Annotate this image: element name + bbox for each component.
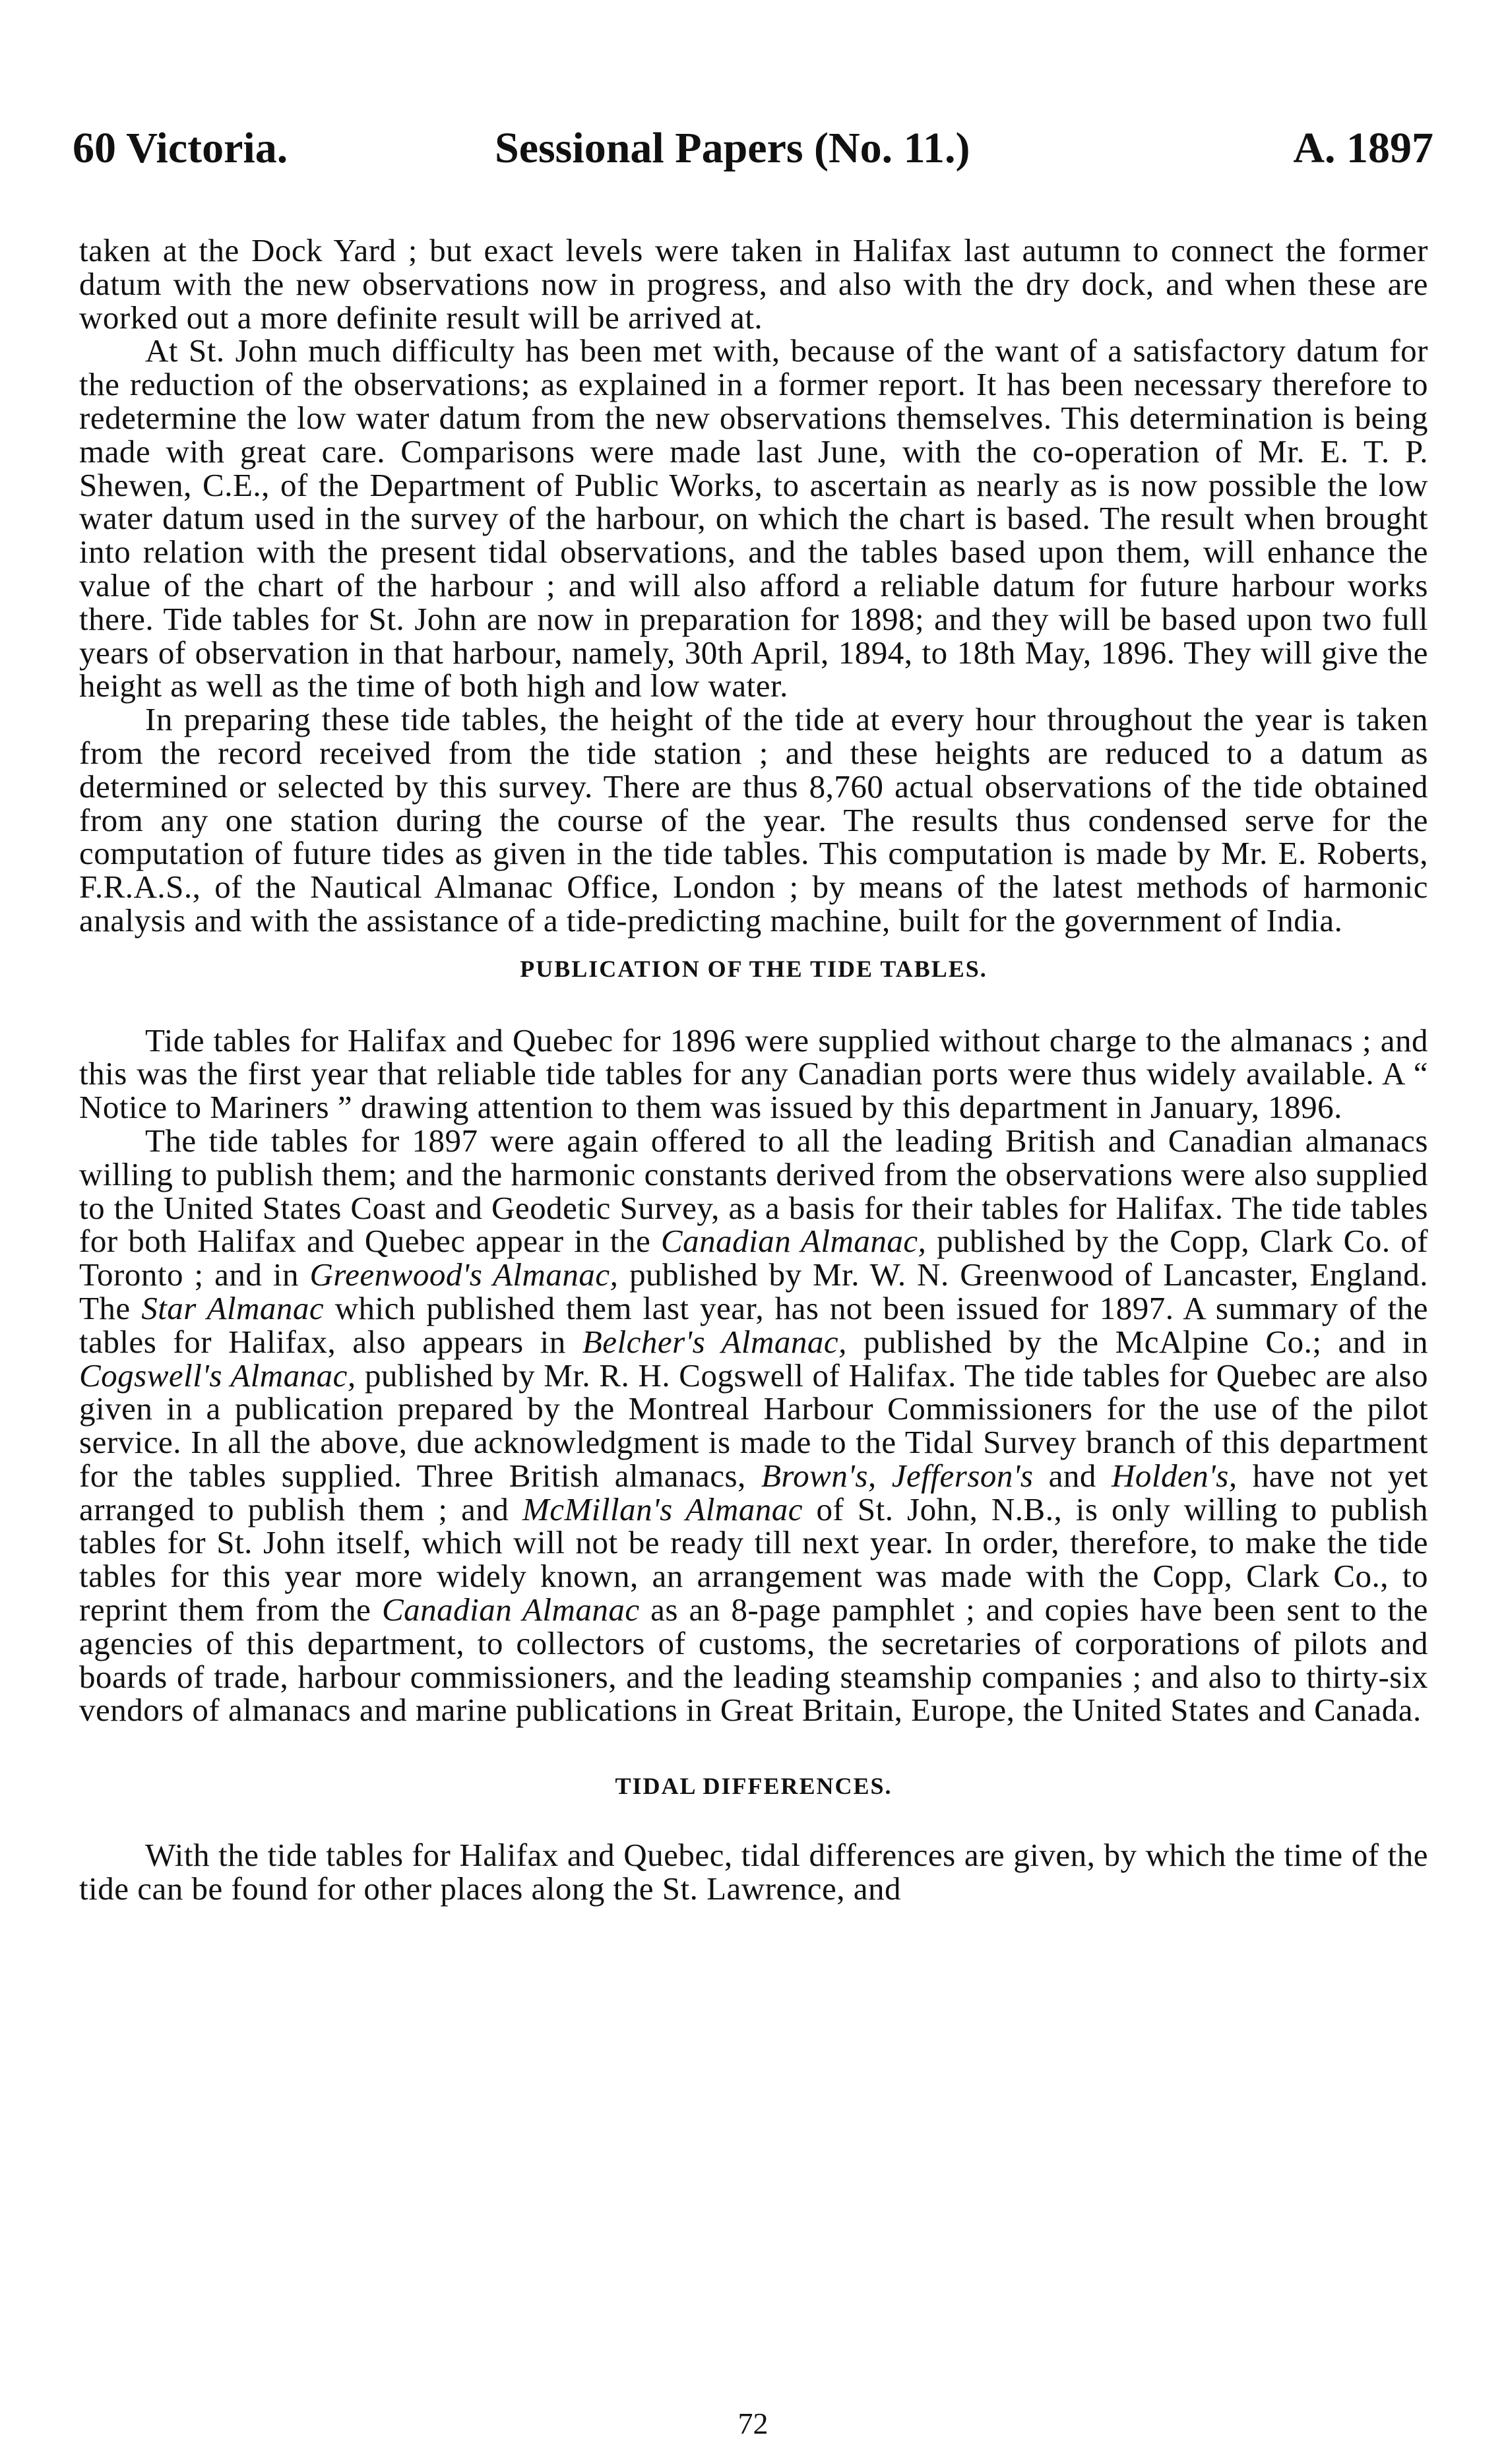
section-heading-tidal-differences: TIDAL DIFFERENCES.	[615, 1773, 893, 1800]
section-heading-publication: PUBLICATION OF THE TIDE TABLES.	[520, 955, 988, 982]
almanac-title: Star Almanac	[141, 1289, 325, 1326]
header-sessional-papers: Sessional Papers (No. 11.)	[495, 124, 970, 172]
paragraph-tidal-differences: With the tide tables for Halifax and Quebec, tidal differences are given, by which the time of the tide can be found for other places along the St. Lawrence, and	[79, 1837, 1428, 1907]
paragraph-dock-yard: taken at the Dock Yard ; but exact levels were taken in Halifax last autumn to connect the former datum with the new observations now in progress, and also with the dry dock, and when these are worked out a more definite result will be arrived at.	[79, 232, 1428, 336]
header-session: 60 Victoria.	[73, 124, 288, 172]
almanac-title: Holden's,	[1112, 1457, 1238, 1494]
almanac-title: Greenwood's Almanac,	[309, 1256, 619, 1293]
paragraph-st-john: At St. John much difficulty has been met with, because of the want of a satisfactory datum for the reduction of the observations; as explained in a former report. It has been necessary therefore to redetermine the low water datum from the new observations themselves. This determination is being made with great care. Comparisons were made last June, with the co-operation of Mr. E. T. P. Shewen, C.E., of the Department of Public Works, to ascertain as nearly as is now possible the low water datum used in the survey of the harbour, on which the chart is based. The result when brought into relation with the present tidal observations, and the tables based upon them, will enhance the value of the chart of the harbour ; and will also afford a reliable datum for future harbour works there. Tide tables for St. John are now in preparation for 1898; and they will be based upon two full years of observation in that harbour, namely, 30th April, 1894, to 18th May, 1896. They will give the height as well as the time of both high and low water.	[79, 332, 1428, 704]
almanac-title: Cogswell's Almanac,	[79, 1357, 356, 1394]
header-year: A. 1897	[1293, 124, 1433, 172]
almanac-title: Belcher's Almanac,	[582, 1323, 847, 1360]
page-number: 72	[737, 2407, 769, 2440]
almanac-title: Brown's, Jefferson's	[761, 1457, 1034, 1494]
paragraph-tide-tables-1896: Tide tables for Halifax and Quebec for 1896 were supplied without charge to the almanacs ; and this was the first year that reliable tide tables for any Canadian ports were thus widely available. A “ Notice to Mariners ” drawing attention to them was issued by this department in January, 1896.	[79, 1022, 1428, 1126]
almanac-title: Canadian Almanac	[381, 1591, 640, 1628]
almanac-title: Canadian Almanac,	[660, 1223, 927, 1260]
paragraph-tide-tables-1897: The tide tables for 1897 were again offered to all the leading British and Canadian almanacs willing to publish them; and the harmonic constants derived from the observations were also supplied to the United States Coast and Geodetic Survey, as a basis for their tables for Halifax. The tide tables for both Halifax and Quebec appear in the Canadian Almanac, published by the Copp, Clark Co. of Toronto ; and in Greenwood's Almanac, published by Mr. W. N. Greenwood of Lancaster, England. The Star Almanac which published them last year, has not been issued for 1897. A summary of the tables for Halifax, also appears in Belcher's Almanac, published by the McAlpine Co.; and in Cogswell's Almanac, published by Mr. R. H. Cogswell of Halifax. The tide tables for Quebec are also given in a publication prepared by the Montreal Harbour Commissioners for the use of the pilot service. In all the above, due acknowledgment is made to the Tidal Survey branch of this department for the tables supplied. Three British almanacs, Brown's, Jefferson's and Holden's, have not yet arranged to publish them ; and McMillan's Almanac of St. John, N.B., is only willing to publish tables for St. John itself, which will not be ready till next year. In order, therefore, to make the tide tables for this year more widely known, an arrangement was made with the Copp, Clark Co., to reprint them from the Canadian Almanac as an 8-page pamphlet ; and copies have been sent to the agencies of this department, to collectors of customs, the secretaries of corporations of pilots and boards of trade, harbour commissioners, and the leading steamship companies ; and also to thirty-six vendors of almanacs and marine publications in Great Britain, Europe, the United States and Canada.	[79, 1122, 1429, 1729]
paragraph-preparing-tables: In preparing these tide tables, the height of the tide at every hour throughout the year is taken from the record received from the tide station ; and these heights are reduced to a datum as determined or selected by this survey. There are thus 8,760 actual observations of the tide obtained from any one station during the course of the year. The results thus condensed serve for the computation of future tides as given in the tide tables. This computation is made by Mr. E. Roberts, F.R.A.S., of the Nautical Almanac Office, London ; by means of the latest methods of harmonic analysis and with the assistance of a tide-predicting machine, built for the government of India.	[79, 701, 1428, 939]
almanac-title: McMillan's Almanac	[522, 1491, 803, 1527]
body-text	[79, 234, 1428, 1906]
running-header	[73, 119, 1433, 178]
